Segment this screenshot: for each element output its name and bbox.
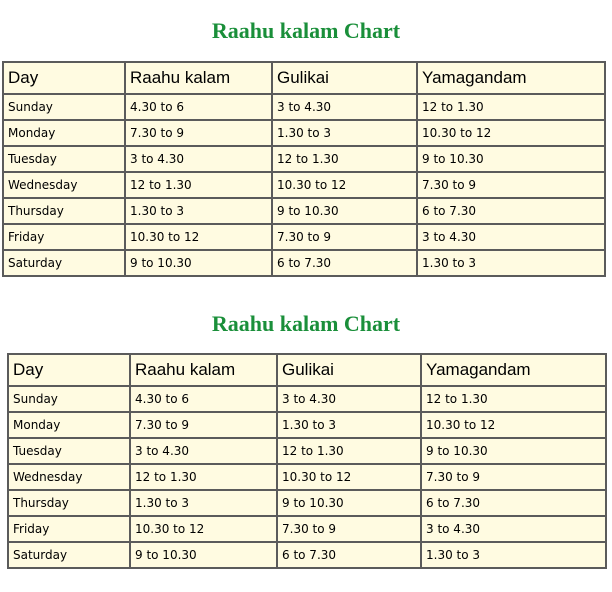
cell-raahu-kalam: 10.30 to 12: [125, 224, 272, 250]
cell-day: Thursday: [3, 198, 125, 224]
cell-yamagandam: 9 to 10.30: [421, 438, 606, 464]
cell-raahu-kalam: 10.30 to 12: [130, 516, 277, 542]
cell-gulikai: 7.30 to 9: [272, 224, 417, 250]
header-day: Day: [8, 354, 130, 386]
cell-raahu-kalam: 1.30 to 3: [125, 198, 272, 224]
cell-raahu-kalam: 12 to 1.30: [130, 464, 277, 490]
cell-yamagandam: 1.30 to 3: [421, 542, 606, 568]
table-row: [3, 172, 605, 198]
cell-day: Wednesday: [3, 172, 125, 198]
table-row: [3, 120, 605, 146]
cell-raahu-kalam: 9 to 10.30: [125, 250, 272, 276]
cell-day: Monday: [3, 120, 125, 146]
cell-raahu-kalam: 3 to 4.30: [130, 438, 277, 464]
cell-gulikai: 9 to 10.30: [272, 198, 417, 224]
cell-day: Sunday: [8, 386, 130, 412]
cell-day: Sunday: [3, 94, 125, 120]
cell-gulikai: 3 to 4.30: [277, 386, 421, 412]
header-yamagandam: Yamagandam: [417, 62, 605, 94]
cell-yamagandam: 12 to 1.30: [421, 386, 606, 412]
cell-raahu-kalam: 12 to 1.30: [125, 172, 272, 198]
cell-day: Friday: [3, 224, 125, 250]
cell-day: Saturday: [3, 250, 125, 276]
table-row: [3, 224, 605, 250]
cell-day: Wednesday: [8, 464, 130, 490]
cell-day: Tuesday: [3, 146, 125, 172]
cell-gulikai: 1.30 to 3: [277, 412, 421, 438]
table-row: [8, 516, 606, 542]
cell-day: Tuesday: [8, 438, 130, 464]
header-raahu-kalam: Raahu kalam: [130, 354, 277, 386]
cell-gulikai: 6 to 7.30: [272, 250, 417, 276]
cell-raahu-kalam: 4.30 to 6: [125, 94, 272, 120]
table-row: [8, 542, 606, 568]
cell-yamagandam: 6 to 7.30: [421, 490, 606, 516]
raahu-kalam-table: [7, 353, 607, 569]
header-yamagandam: Yamagandam: [421, 354, 606, 386]
table-row: [3, 198, 605, 224]
cell-gulikai: 3 to 4.30: [272, 94, 417, 120]
table-row: [3, 146, 605, 172]
cell-raahu-kalam: 4.30 to 6: [130, 386, 277, 412]
header-day: Day: [3, 62, 125, 94]
header-gulikai: Gulikai: [272, 62, 417, 94]
cell-yamagandam: 9 to 10.30: [417, 146, 605, 172]
cell-yamagandam: 6 to 7.30: [417, 198, 605, 224]
header-raahu-kalam: Raahu kalam: [125, 62, 272, 94]
cell-day: Thursday: [8, 490, 130, 516]
cell-gulikai: 6 to 7.30: [277, 542, 421, 568]
cell-gulikai: 10.30 to 12: [272, 172, 417, 198]
cell-yamagandam: 10.30 to 12: [421, 412, 606, 438]
table-header-row: [8, 354, 606, 386]
raahu-kalam-table: [2, 61, 606, 277]
cell-gulikai: 12 to 1.30: [277, 438, 421, 464]
cell-yamagandam: 3 to 4.30: [417, 224, 605, 250]
cell-yamagandam: 3 to 4.30: [421, 516, 606, 542]
table-row: [8, 438, 606, 464]
cell-yamagandam: 7.30 to 9: [421, 464, 606, 490]
cell-day: Friday: [8, 516, 130, 542]
table-row: [8, 464, 606, 490]
cell-yamagandam: 12 to 1.30: [417, 94, 605, 120]
cell-day: Monday: [8, 412, 130, 438]
cell-raahu-kalam: 3 to 4.30: [125, 146, 272, 172]
cell-gulikai: 9 to 10.30: [277, 490, 421, 516]
cell-yamagandam: 1.30 to 3: [417, 250, 605, 276]
cell-gulikai: 1.30 to 3: [272, 120, 417, 146]
chart-title: Raahu kalam Chart: [211, 18, 401, 43]
cell-raahu-kalam: 1.30 to 3: [130, 490, 277, 516]
cell-raahu-kalam: 7.30 to 9: [130, 412, 277, 438]
table-row: [8, 386, 606, 412]
cell-day: Saturday: [8, 542, 130, 568]
cell-gulikai: 7.30 to 9: [277, 516, 421, 542]
table-header-row: [3, 62, 605, 94]
cell-raahu-kalam: 7.30 to 9: [125, 120, 272, 146]
cell-raahu-kalam: 9 to 10.30: [130, 542, 277, 568]
header-gulikai: Gulikai: [277, 354, 421, 386]
table-row: [3, 250, 605, 276]
cell-gulikai: 10.30 to 12: [277, 464, 421, 490]
table-row: [3, 94, 605, 120]
table-row: [8, 490, 606, 516]
chart-title: Raahu kalam Chart: [211, 311, 401, 336]
table-row: [8, 412, 606, 438]
cell-gulikai: 12 to 1.30: [272, 146, 417, 172]
cell-yamagandam: 7.30 to 9: [417, 172, 605, 198]
cell-yamagandam: 10.30 to 12: [417, 120, 605, 146]
